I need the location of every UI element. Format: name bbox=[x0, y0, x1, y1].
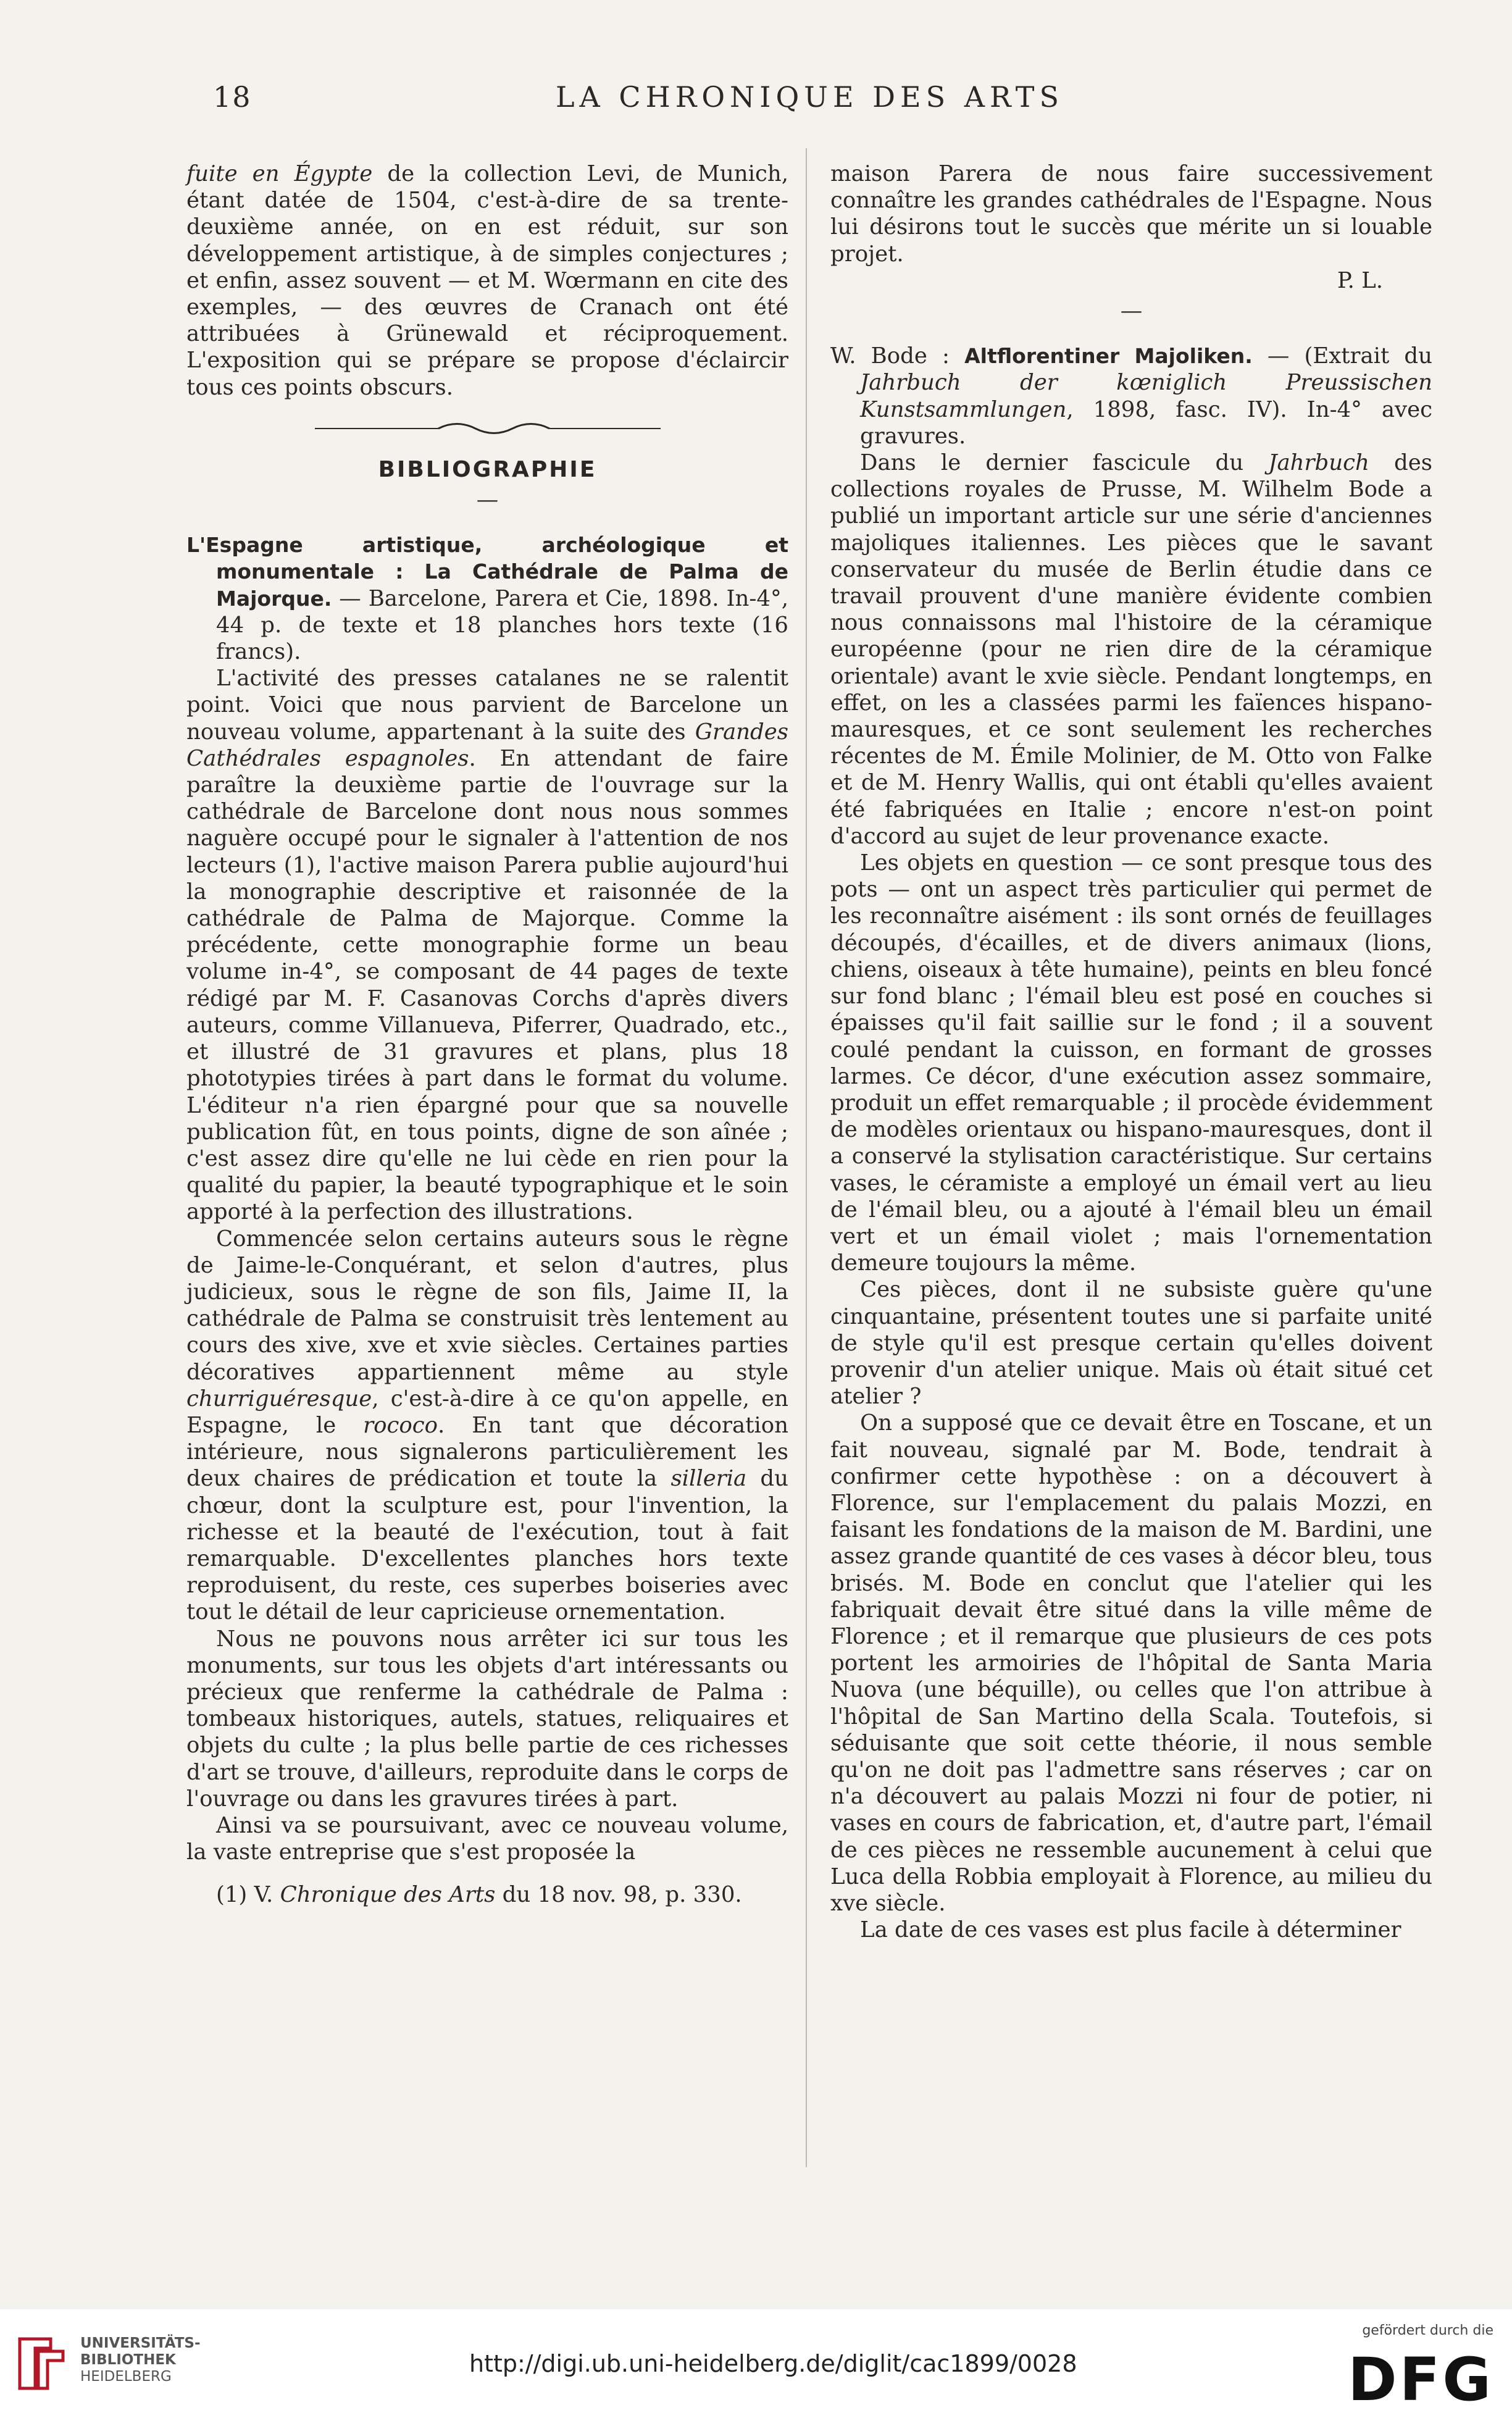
paragraph: maison Parera de nous faire successivement connaître les grandes cathédrales de l'Espagne. Nous lui désirons tout le succès que mérite un si louable projet. bbox=[830, 161, 1432, 267]
paragraph bbox=[186, 161, 788, 401]
title-dash: — bbox=[476, 487, 499, 513]
entry-author: W. Bode : bbox=[830, 343, 965, 369]
paragraph-text: Commencée selon certains auteurs sous le règne de Jaime-le-Conquérant, et selon d'autres, plus judicieux, sous le règne de son fils, Jaime II, la cathédrale de Palma se construisit très lentement au cours des xive, xve et xvie siècles. Certaines parties décoratives appartiennent même au style bbox=[186, 1226, 788, 1385]
bibliography-entry bbox=[830, 343, 1432, 450]
paragraph: La date de ces vases est plus facile à déterminer bbox=[860, 1917, 1401, 1943]
paragraph-text: . En attendant de faire paraître la deuxième partie de l'ouvrage sur la cathédrale de Barcelone dont nous nous sommes naguère occupé pour le signaler à l'attention de nos lecteurs (1), l'active maison Parera publie aujourd'hui la monographie descriptive et raisonnée de la cathédrale de Palma de Majorque. Comme la précédente, cette monographie forme un beau volume in-4°, se composant de 44 pages de texte rédigé par M. F. Casanovas Corchs d'après divers auteurs, comme Villanueva, Piferrer, Quadrado, etc., et illustré de 31 gravures et plans, plus 18 phototypies tirées à part dans le format du volume. L'éditeur n'a rien épargné pour que sa nouvelle publication fût, en tous points, digne de son aînée ; c'est assez dire qu'elle ne lui cède en rien pour la qualité du papier, la beauté typographique et le soin apporté à la perfection des illustrations. bbox=[186, 745, 788, 1225]
italic-text: Jahrbuch der kœniglich Preussischen Kunstsammlungen bbox=[860, 370, 1432, 422]
paragraph bbox=[186, 1226, 788, 1626]
italic-text: churriguéresque bbox=[186, 1386, 372, 1412]
paragraph-text: L'activité des presses catalanes ne se ralentit point. Voici que nous parvient de Barcelone un nouveau volume, appartenant à la suite des bbox=[186, 666, 788, 745]
ornament-divider-icon bbox=[315, 419, 661, 438]
paragraph-text: du chœur, dont la sculpture est, pour l'invention, la richesse et la beauté de l'exécution, tout à fait remarquable. D'excellentes planches hors texte reproduisent, du reste, ces superbes boiseries avec tout le détail de leur capricieuse ornementation. bbox=[186, 1466, 789, 1625]
paragraph: Ces pièces, dont il ne subsiste guère qu'une cinquantaine, présentent toutes une si parfaite unité de style qu'il est presque certain qu'elles doivent provenir d'un atelier unique. Mais où était situé cet atelier ? bbox=[830, 1277, 1432, 1410]
paragraph-text: . En tant que décoration intérieure, nous signalerons particulièrement les deux chaires de prédication et toute la bbox=[186, 1412, 788, 1492]
paragraph: On a supposé que ce devait être en Toscane, et un fait nouveau, signalé par M. Bode, tendrait à confirmer cette hypothèse : on a découvert à Florence, sur l'emplacement du palais Mozzi, en faisant les fondations de la maison de M. Bardini, une assez grande quantité de ces vases à décor bleu, tous brisés. M. Bode en conclut que l'atelier qui les fabriquait devait être situé dans la ville même de Florence ; et il remarque que plusieurs de ces pots portent les armoiries de l'hôpital de Santa Maria Nuova (une béquille), ou celles que l'on attribue à l'hôpital de San Martino della Scala. Toutefois, si séduisante que soit cette théorie, il nous semble qu'on ne doit pas l'admettre sans réserves ; car on n'a découvert au palais Mozzi ni four de potier, ni vases en cours de fabrication, et, d'autre part, l'émail de ces pièces ne ressemble aucunement à celui que Luca della Robbia employait à Florence, au milieu du xve siècle. bbox=[830, 1410, 1432, 1916]
section-title: BIBLIOGRAPHIE bbox=[378, 456, 597, 482]
signature: P. L. bbox=[1337, 267, 1383, 293]
dfg-logo: DFG bbox=[1347, 2345, 1493, 2414]
paragraph: Les objets en question — ce sont presque tous des pots — ont un aspect très particulier qui permet de les reconnaître aisément : ils sont ornés de feuillages découpés, d'écailles, et de divers animaux (lions, chiens, oiseaux à tête humaine), peints en bleu foncé sur fond blanc ; l'émail bleu est posé en couches si épaisses qu'il fait saillie sur le fond ; il a souvent coulé pendant la cuisson, en formant de grosses larmes. Ce décor, d'une exécution assez sommaire, produit un effet remarquable ; il procède évidemment de modèles orientaux ou hispano-mauresques, dont il a conservé la stylisation caractéristique. Sur certains vases, le céramiste a employé un émail vert au lieu de l'émail bleu, ou a ajouté à l'émail bleu un émail vert et un émail violet ; mais l'ornementation demeure toujours la même. bbox=[830, 850, 1432, 1276]
library-name-line: HEIDELBERG bbox=[80, 2369, 172, 2385]
paragraph bbox=[830, 450, 1432, 850]
entry-title: L'Espagne artistique, archéologique et monumentale : La Cathédrale de Palma de Majorque. bbox=[186, 533, 788, 611]
university-library-logo-icon bbox=[14, 2333, 69, 2395]
paragraph: Nous ne pouvons nous arrêter ici sur tous les monuments, sur tous les objets d'art intéressants ou précieux que renferme la cathédrale de Palma : tombeaux historiques, autels, statues, reliquaires et objets du culte ; la plus belle partie de ces richesses d'art se trouve, d'ailleurs, reproduite dans le corps de l'ouvrage ou dans les gravures tirées à part. bbox=[186, 1626, 788, 1812]
paragraph-text: , c'est-à-dire à ce qu'on appelle, en Espagne, le bbox=[186, 1386, 788, 1438]
italic-text: silleria bbox=[670, 1466, 747, 1492]
paragraph bbox=[186, 665, 788, 1225]
sponsor-label: gefördert durch die bbox=[1362, 2323, 1493, 2338]
running-title: LA CHRONIQUE DES ARTS bbox=[556, 80, 1064, 114]
column-divider bbox=[806, 148, 807, 2167]
left-column bbox=[186, 161, 788, 1909]
footnote bbox=[186, 1881, 788, 1908]
library-name-line: UNIVERSITÄTS- bbox=[80, 2335, 201, 2351]
italic-text: rococo bbox=[363, 1412, 438, 1438]
separator-dash: — bbox=[1120, 298, 1143, 324]
paragraph-text: des collections royales de Prusse, M. Wilhelm Bode a publié un important article sur une série d'anciennes majoliques italiennes. Les pièces que le savant conservateur du musée de Berlin étudie dans ce travail prouvent d'une manière évidente combien nous connaissons mal l'histoire de la céramique européenne (pour ne rien dire de la céramique orientale) avant le xvie siècle. Pendant longtemps, en effet, on les a classées parmi les faïences hispano-mauresques, et ce sont seulement les recherches récentes de M. Émile Molinier, de M. Otto von Falke et de M. Henry Wallis, qui ont établi qu'elles avaient été fabriquées en Italie ; encore n'est-on point d'accord au sujet de leur provenance exacte. bbox=[830, 450, 1432, 849]
digitization-footer bbox=[0, 2309, 1512, 2426]
italic-text: Chronique des Arts bbox=[280, 1882, 496, 1908]
paragraph: Ainsi va se poursuivant, avec ce nouveau volume, la vaste entreprise que s'est proposée la bbox=[186, 1812, 788, 1865]
entry-details: — (Extrait du bbox=[1252, 343, 1433, 369]
italic-text: fuite en Égypte bbox=[186, 161, 373, 186]
italic-text: Jahrbuch bbox=[1268, 450, 1369, 476]
italic-text: Grandes Cathédrales espagnoles bbox=[186, 719, 788, 771]
page-number: 18 bbox=[213, 80, 252, 114]
entry-title: Altflorentiner Majoliken. bbox=[964, 344, 1253, 369]
entry-details: , 1898, fasc. IV). In-4° avec gravures. bbox=[860, 396, 1432, 449]
paragraph-text: de la collection Levi, de Munich, étant datée de 1504, c'est-à-dire de sa trente-deuxième année, on en est réduit, sur son développement artistique, à de simples conjectures ; et enfin, assez souvent — et M. Wœrmann en cite des exemples, — des œuvres de Cranach ont été attribuées à Grünewald et réciproquement. L'exposition qui se prépare se propose d'éclaircir tous ces points obscurs. bbox=[186, 161, 788, 400]
paragraph-text: Dans le dernier fascicule du bbox=[860, 450, 1269, 476]
right-column bbox=[830, 161, 1432, 1943]
entry-details: — Barcelone, Parera et Cie, 1898. In-4°, 44 p. de texte et 18 planches hors texte (16 francs). bbox=[216, 585, 788, 665]
bibliography-entry bbox=[186, 532, 788, 665]
permalink-link[interactable]: http://digi.ub.uni-heidelberg.de/diglit/cac1899/0028 bbox=[469, 2350, 1077, 2377]
university-library-name bbox=[80, 2335, 201, 2385]
footnote-text: du 18 nov. 98, p. 330. bbox=[495, 1882, 742, 1908]
library-name-line: BIBLIOTHEK bbox=[80, 2352, 176, 2368]
footnote-text: (1) V. bbox=[216, 1882, 280, 1908]
